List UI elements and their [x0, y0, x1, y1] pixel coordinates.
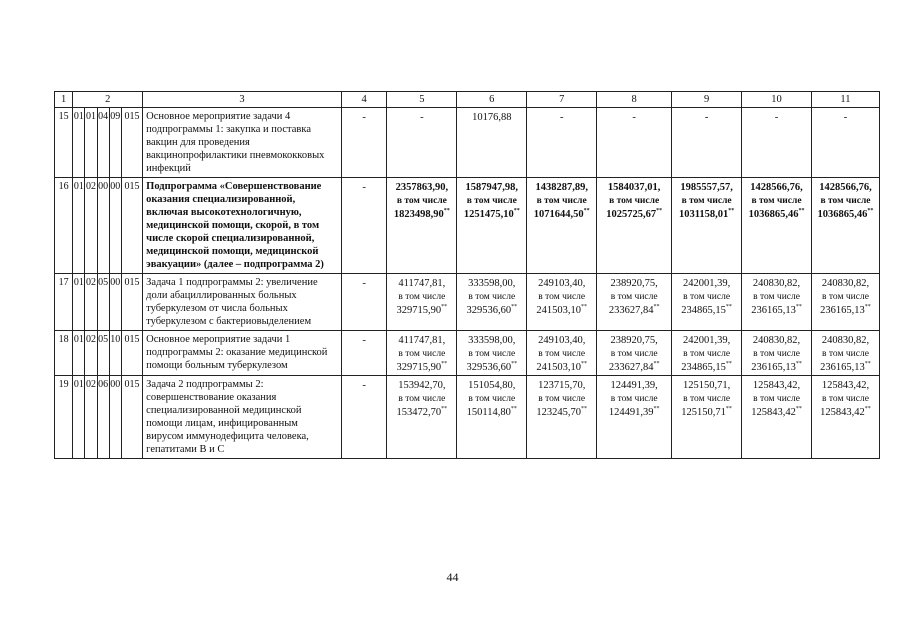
amount-total: 240830,82,	[821, 335, 870, 346]
amount-note: в том числе	[466, 196, 517, 206]
footnote-mark: **	[725, 304, 732, 310]
amount-note: в том числе	[753, 349, 800, 359]
column-4-value: -	[341, 376, 387, 459]
code-cell: 05	[97, 274, 109, 331]
row-number: 19	[55, 376, 73, 459]
amount-total: -	[704, 112, 709, 123]
amount-including-value: 1036865,46	[748, 209, 799, 220]
amount-cell	[742, 178, 812, 274]
amount-total: 125843,42,	[821, 380, 870, 391]
code-cell: 015	[121, 376, 142, 459]
amount-including-value: 233627,84	[608, 305, 654, 316]
amount-including	[458, 208, 525, 221]
amount-including	[458, 406, 525, 419]
amount-total: 125150,71,	[682, 380, 731, 391]
code-cell: 10	[109, 331, 121, 376]
row-number: 18	[55, 331, 73, 376]
amount-note: в том числе	[753, 394, 800, 404]
amount-including	[528, 208, 595, 221]
amount-cell	[527, 331, 597, 376]
amount-including-value: 234865,15	[681, 305, 726, 316]
footnote-mark: **	[864, 361, 871, 367]
amount-note: в том числе	[751, 196, 802, 206]
amount-total: 125843,42,	[752, 380, 801, 391]
amount-cell	[742, 376, 812, 459]
amount-cell	[387, 108, 457, 178]
code-cell: 015	[121, 108, 142, 178]
amount-note: в том числе	[610, 349, 658, 359]
amount-including	[813, 406, 878, 419]
amount-including-value: 329536,60	[466, 305, 512, 316]
amount-cell	[387, 331, 457, 376]
amount-note: в том числе	[538, 292, 586, 302]
amount-total: 240830,82,	[752, 335, 801, 346]
amount-note: в том числе	[820, 196, 871, 206]
amount-note: в том числе	[468, 349, 516, 359]
amount-cell	[457, 274, 527, 331]
amount-including-value: 236165,13	[820, 362, 865, 373]
amount-including	[673, 361, 740, 374]
item-name: Основное мероприятие задачи 4 подпрограммы 1: закупка и поставка вакцин для проведения вакцинопрофилактики пневмококковых инфекций	[143, 108, 342, 178]
footnote-mark: **	[581, 406, 587, 412]
amount-total: -	[774, 112, 779, 123]
amount-total: 1584037,01,	[607, 182, 661, 193]
header-cell: 2	[73, 92, 143, 108]
amount-cell	[457, 376, 527, 459]
footnote-mark: **	[581, 304, 587, 310]
amount-including-value: 1071644,50	[533, 209, 584, 220]
code-cell: 06	[97, 376, 109, 459]
amount-including-value: 1031158,01	[678, 209, 729, 220]
amount-including-value: 125843,42	[820, 407, 865, 418]
footnote-mark: **	[795, 361, 802, 367]
amount-cell	[742, 331, 812, 376]
header-cell: 10	[742, 92, 812, 108]
amount-note: в том числе	[822, 394, 869, 404]
amount-note: в том числе	[683, 292, 731, 302]
code-cell: 02	[85, 178, 97, 274]
amount-cell	[811, 331, 879, 376]
amount-note: в том числе	[610, 394, 658, 404]
amount-including	[673, 304, 740, 317]
footnote-mark: **	[653, 406, 660, 412]
amount-cell	[597, 108, 672, 178]
amount-cell	[742, 108, 812, 178]
amount-cell	[387, 178, 457, 274]
amount-including-value: 236165,13	[751, 362, 796, 373]
amount-including-value: 236165,13	[820, 305, 865, 316]
amount-cell	[597, 274, 672, 331]
amount-including	[743, 361, 810, 374]
code-cell: 02	[85, 274, 97, 331]
footnote-mark: **	[511, 304, 518, 310]
column-4-value: -	[341, 108, 387, 178]
amount-cell	[672, 178, 742, 274]
amount-note: в том числе	[538, 394, 586, 404]
column-4-value: -	[341, 331, 387, 376]
footnote-mark: **	[441, 361, 448, 367]
amount-note: в том числе	[683, 394, 731, 404]
amount-including	[813, 361, 878, 374]
code-cell: 015	[121, 178, 142, 274]
amount-cell	[597, 376, 672, 459]
amount-including-value: 1823498,90	[393, 209, 444, 220]
code-cell: 00	[97, 178, 109, 274]
header-cell: 6	[457, 92, 527, 108]
header-cell: 8	[597, 92, 672, 108]
amount-cell	[457, 331, 527, 376]
amount-including-value: 233627,84	[608, 362, 654, 373]
footnote-mark: **	[725, 406, 732, 412]
amount-note: в том числе	[610, 292, 658, 302]
footnote-mark: **	[656, 208, 663, 214]
amount-note: в том числе	[822, 292, 869, 302]
budget-table	[54, 91, 880, 459]
amount-including	[598, 208, 670, 221]
item-name: Подпрограмма «Совершенствование оказания специализированной, включая высокотехнологичную, медицинской помощи, скорой, в том числе скорой специализированной, медицинской помощи, медицинской эвакуации» (далее – подпрограмма 2)	[143, 178, 342, 274]
footnote-mark: **	[867, 208, 874, 214]
amount-cell	[672, 274, 742, 331]
amount-cell	[457, 108, 527, 178]
amount-total: 249103,40,	[538, 335, 586, 346]
amount-including	[528, 361, 595, 374]
amount-including-value: 125843,42	[751, 407, 796, 418]
amount-including	[598, 304, 670, 317]
code-cell: 02	[85, 331, 97, 376]
amount-cell	[597, 178, 672, 274]
amount-total: 238920,75,	[610, 278, 658, 289]
column-4-value: -	[341, 178, 387, 274]
footnote-mark: **	[795, 304, 802, 310]
footnote-mark: **	[653, 361, 660, 367]
footnote-mark: **	[513, 208, 520, 214]
amount-cell	[811, 376, 879, 459]
code-cell: 05	[97, 331, 109, 376]
page-number: 44	[446, 570, 459, 584]
code-cell: 09	[109, 108, 121, 178]
footnote-mark: **	[583, 208, 590, 214]
amount-cell	[527, 178, 597, 274]
amount-note: в том числе	[468, 394, 516, 404]
amount-including	[388, 208, 455, 221]
amount-cell	[672, 331, 742, 376]
amount-including	[388, 361, 455, 374]
footnote-mark: **	[864, 406, 871, 412]
amount-including	[673, 208, 740, 221]
header-cell: 5	[387, 92, 457, 108]
footnote-mark: **	[728, 208, 735, 214]
amount-including	[813, 304, 878, 317]
amount-including	[813, 208, 878, 221]
amount-total: 411747,81,	[398, 335, 446, 346]
footnote-mark: **	[581, 361, 587, 367]
amount-total: 1428566,76,	[819, 182, 872, 193]
footnote-mark: **	[725, 361, 732, 367]
table-row	[55, 376, 880, 459]
amount-total: 242001,39,	[682, 278, 731, 289]
footnote-mark: **	[511, 361, 518, 367]
amount-total: 238920,75,	[610, 335, 658, 346]
amount-including-value: 1036865,46	[817, 209, 868, 220]
code-cell: 00	[109, 376, 121, 459]
amount-note: в том числе	[538, 349, 586, 359]
code-cell: 01	[85, 108, 97, 178]
amount-cell	[672, 376, 742, 459]
footnote-mark: **	[510, 406, 517, 412]
amount-total: -	[559, 112, 564, 123]
amount-including-value: 1251475,10	[463, 209, 514, 220]
column-4-value: -	[341, 274, 387, 331]
amount-including-value: 329715,90	[396, 305, 442, 316]
amount-cell	[387, 376, 457, 459]
amount-total: -	[632, 112, 636, 123]
amount-note: в том числе	[683, 349, 731, 359]
code-cell: 01	[73, 108, 85, 178]
code-cell: 04	[97, 108, 109, 178]
amount-total: 123715,70,	[538, 380, 586, 391]
amount-total: 1438287,89,	[535, 182, 588, 193]
table-row	[55, 178, 880, 274]
amount-total: 333598,00,	[468, 335, 516, 346]
amount-note: в том числе	[398, 394, 446, 404]
amount-total: 242001,39,	[682, 335, 731, 346]
amount-total: -	[843, 112, 848, 123]
amount-total: 2357863,90,	[395, 182, 449, 193]
amount-total: 153942,70,	[398, 380, 446, 391]
code-cell: 00	[109, 274, 121, 331]
code-cell: 01	[73, 178, 85, 274]
amount-including	[598, 406, 670, 419]
amount-including	[743, 406, 810, 419]
amount-total: 240830,82,	[752, 278, 801, 289]
amount-including-value: 124491,39	[608, 407, 654, 418]
header-cell: 1	[55, 92, 73, 108]
amount-including-value: 125150,71	[681, 407, 726, 418]
footnote-mark: **	[441, 406, 448, 412]
amount-including-value: 236165,13	[751, 305, 796, 316]
header-row	[55, 92, 880, 108]
amount-including-value: 329536,60	[466, 362, 512, 373]
footnote-mark: **	[441, 304, 448, 310]
code-cell: 01	[73, 331, 85, 376]
amount-note: в том числе	[681, 196, 732, 206]
footnote-mark: **	[798, 208, 805, 214]
amount-including	[743, 208, 810, 221]
amount-total: 151054,80,	[468, 380, 516, 391]
footnote-mark: **	[443, 208, 450, 214]
header-cell: 4	[341, 92, 387, 108]
table-row	[55, 274, 880, 331]
amount-including	[458, 361, 525, 374]
amount-including	[743, 304, 810, 317]
amount-cell	[527, 376, 597, 459]
header-cell: 11	[811, 92, 879, 108]
amount-note: в том числе	[753, 292, 800, 302]
amount-note: в том числе	[609, 196, 660, 206]
amount-including-value: 1025725,67	[606, 209, 657, 220]
table-row	[55, 331, 880, 376]
amount-total: 240830,82,	[821, 278, 870, 289]
header-cell: 9	[672, 92, 742, 108]
amount-cell	[742, 274, 812, 331]
amount-cell	[811, 108, 879, 178]
amount-cell	[811, 178, 879, 274]
amount-including-value: 329715,90	[396, 362, 442, 373]
amount-note: в том числе	[398, 349, 446, 359]
amount-including	[528, 406, 595, 419]
amount-total: 124491,39,	[610, 380, 658, 391]
amount-cell	[527, 274, 597, 331]
amount-including	[673, 406, 740, 419]
code-cell: 015	[121, 331, 142, 376]
amount-including	[388, 406, 455, 419]
amount-total: 1985557,57,	[680, 182, 733, 193]
amount-including-value: 241503,10	[536, 305, 581, 316]
item-name: Задача 2 подпрограммы 2: совершенствование оказания специализированной медицинской помощи лицам, инфицированным вирусом иммунодефицита человека, гепатитами В и С	[143, 376, 342, 459]
code-cell: 015	[121, 274, 142, 331]
amount-cell	[811, 274, 879, 331]
amount-note: в том числе	[822, 349, 869, 359]
item-name: Основное мероприятие задачи 1 подпрограммы 2: оказание медицинской помощи больным туберкулезом	[143, 331, 342, 376]
header-cell: 3	[143, 92, 342, 108]
footnote-mark: **	[653, 304, 660, 310]
amount-note: в том числе	[398, 292, 446, 302]
footnote-mark: **	[864, 304, 871, 310]
amount-including-value: 123245,70	[536, 407, 581, 418]
amount-total: 333598,00,	[468, 278, 516, 289]
amount-including-value: 150114,80	[466, 407, 511, 418]
header-cell: 7	[527, 92, 597, 108]
amount-including	[528, 304, 595, 317]
footnote-mark: **	[795, 406, 802, 412]
amount-total: 1587947,98,	[465, 182, 519, 193]
amount-including-value: 234865,15	[681, 362, 726, 373]
amount-total: 1428566,76,	[750, 182, 803, 193]
amount-total: 10176,88	[472, 112, 512, 123]
amount-total: 411747,81,	[398, 278, 446, 289]
amount-total: 249103,40,	[538, 278, 586, 289]
amount-cell	[457, 178, 527, 274]
code-cell: 00	[109, 178, 121, 274]
amount-note: в том числе	[468, 292, 516, 302]
row-number: 15	[55, 108, 73, 178]
amount-cell	[672, 108, 742, 178]
amount-including	[458, 304, 525, 317]
code-cell: 01	[73, 376, 85, 459]
code-cell: 02	[85, 376, 97, 459]
amount-cell	[387, 274, 457, 331]
amount-cell	[527, 108, 597, 178]
code-cell: 01	[73, 274, 85, 331]
amount-cell	[597, 331, 672, 376]
amount-total: -	[420, 112, 424, 123]
item-name: Задача 1 подпрограммы 2: увеличение доли абациллированных больных туберкулезом от числа больных туберкулезом с бактериовыделением	[143, 274, 342, 331]
amount-including	[388, 304, 455, 317]
row-number: 16	[55, 178, 73, 274]
amount-including-value: 241503,10	[536, 362, 581, 373]
table-row	[55, 108, 880, 178]
amount-including-value: 153472,70	[396, 407, 442, 418]
amount-note: в том числе	[396, 196, 447, 206]
amount-note: в том числе	[536, 196, 587, 206]
row-number: 17	[55, 274, 73, 331]
amount-including	[598, 361, 670, 374]
